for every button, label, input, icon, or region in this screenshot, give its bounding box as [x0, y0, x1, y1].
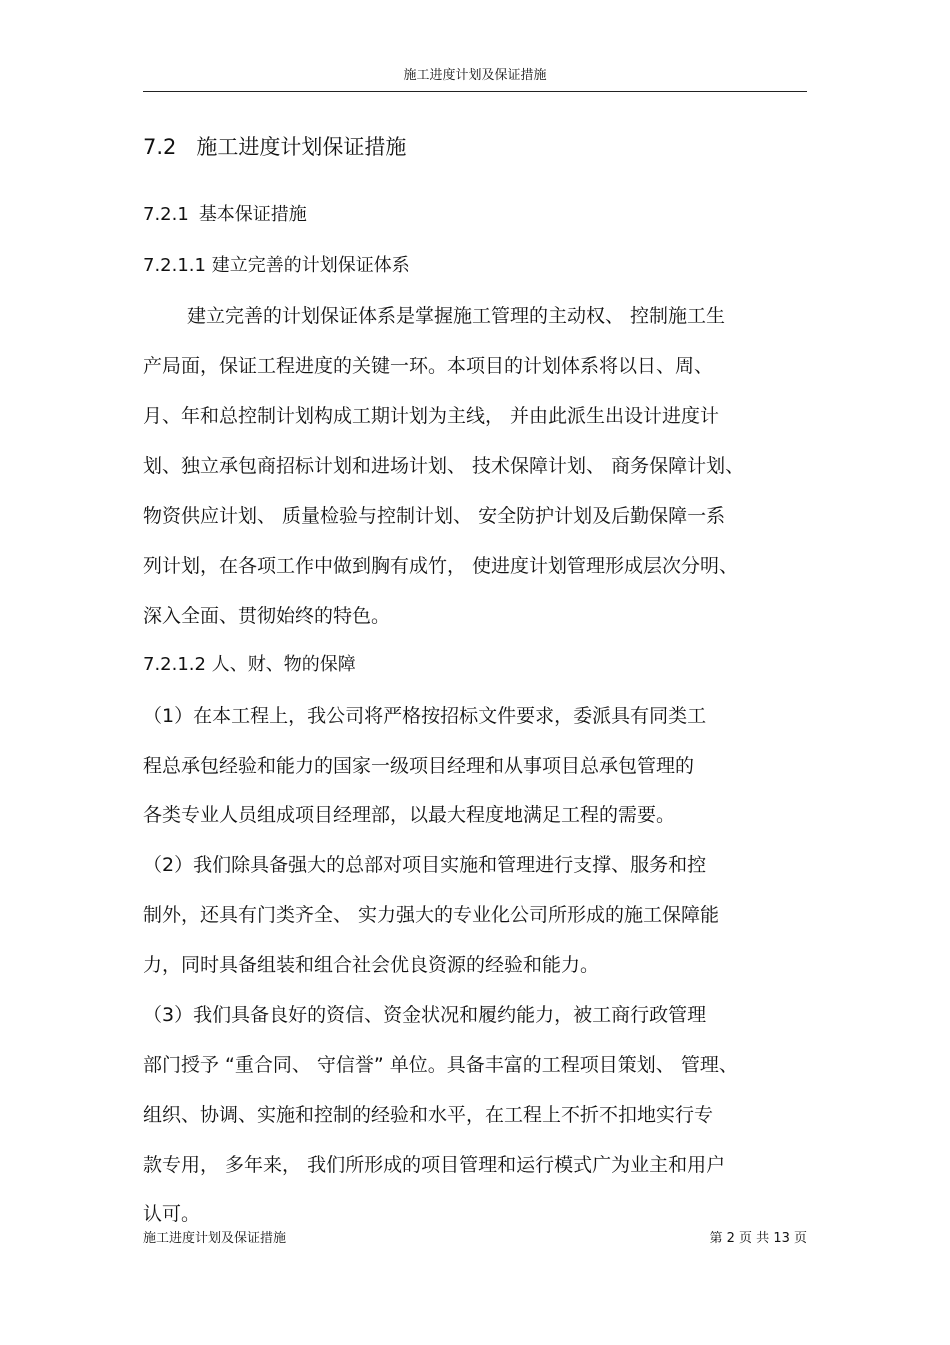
subsection-number: 7.2.1	[143, 204, 189, 225]
paragraph-line: 制外，还具有门类齐全、 实力强大的专业化公司所形成的施工保障能	[143, 904, 720, 926]
header-divider	[143, 91, 807, 92]
paragraph-line: 建立完善的计划保证体系是掌握施工管理的主动权、 控制施工生	[187, 305, 726, 327]
paragraph-line: 划、独立承包商招标计划和进场计划、 技术保障计划、 商务保障计划、	[143, 455, 745, 477]
paragraph-line: 各类专业人员组成项目经理部，以最大程度地满足工程的需要。	[143, 804, 676, 826]
paragraph-line: 程总承包经验和能力的国家一级项目经理和从事项目总承包管理的	[143, 755, 695, 777]
section-heading	[143, 134, 406, 160]
subsection-heading	[143, 203, 307, 227]
paragraph-line: 深入全面、贯彻始终的特色。	[143, 605, 391, 627]
paragraph-line: （2）我们除具备强大的总部对项目实施和管理进行支撑、服务和控	[143, 854, 707, 876]
paragraph-line: 款专用， 多年来， 我们所形成的项目管理和运行模式广为业主和用户	[143, 1154, 726, 1176]
item1-heading: 7.2.1.1 建立完善的计划保证体系	[143, 255, 410, 276]
paragraph-line: 月、年和总控制计划构成工期计划为主线， 并由此派生出设计进度计	[143, 405, 720, 427]
paragraph-line: 列计划，在各项工作中做到胸有成竹， 使进度计划管理形成层次分明、	[143, 555, 739, 577]
paragraph-line: 力，同时具备组装和组合社会优良资源的经验和能力。	[143, 954, 600, 976]
paragraph-line: 部门授予 “重合同、 守信誉” 单位。具备丰富的工程项目策划、 管理、	[143, 1054, 738, 1076]
paragraph-line: （3）我们具备良好的资信、资金状况和履约能力，被工商行政管理	[143, 1004, 707, 1026]
paragraph-line: 产局面，保证工程进度的关键一环。本项目的计划体系将以日、周、	[143, 355, 714, 377]
paragraph-line: 组织、协调、实施和控制的经验和水平，在工程上不折不扣地实行专	[143, 1104, 714, 1126]
paragraph-line: 认可。	[143, 1203, 201, 1225]
page-footer-title: 施工进度计划及保证措施	[143, 1231, 287, 1246]
paragraph-line: （1）在本工程上，我公司将严格按招标文件要求，委派具有同类工	[143, 705, 707, 727]
section-number: 7.2	[143, 135, 177, 159]
paragraph-line: 物资供应计划、 质量检验与控制计划、 安全防护计划及后勤保障一系	[143, 505, 726, 527]
item2-heading: 7.2.1.2 人、财、物的保障	[143, 654, 356, 675]
subsection-title: 基本保证措施	[198, 204, 307, 225]
page-number: 第 2 页 共 13 页	[709, 1231, 807, 1246]
section-title: 施工进度计划保证措施	[196, 135, 407, 159]
page-header-title: 施工进度计划及保证措施	[403, 68, 547, 83]
